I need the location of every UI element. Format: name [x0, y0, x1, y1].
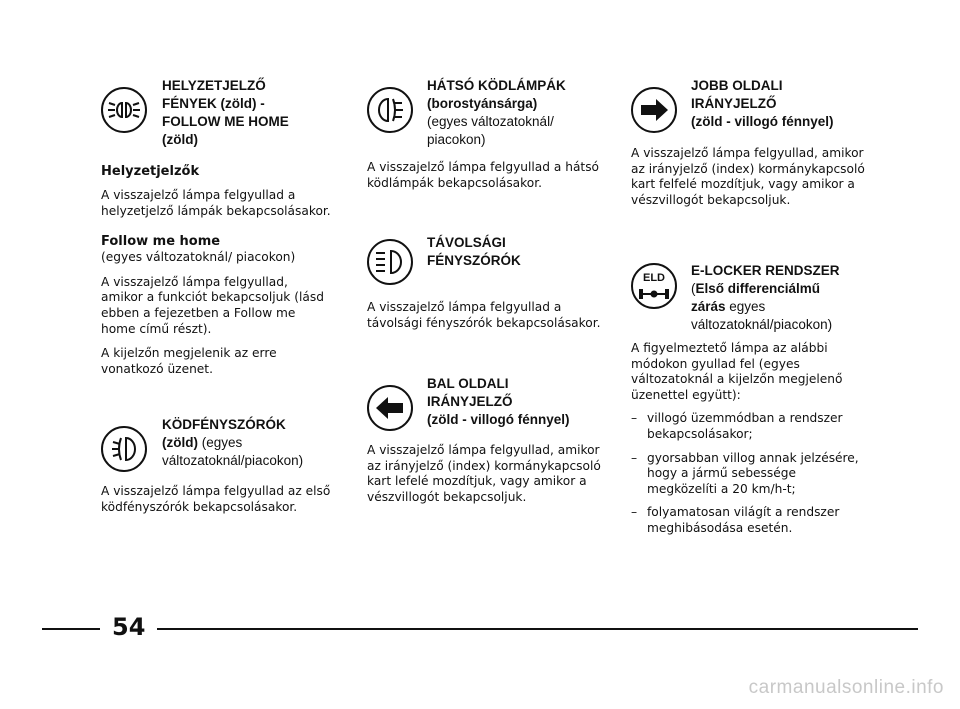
paragraph: A visszajelző lámpa felgyullad, amikor az irányjelző (index) kormánykapcsoló kart felfelé mozdítjuk, vagy amikor a vészvillogót bekapcsoljuk.: [631, 146, 865, 207]
paragraph: A figyelmeztető lámpa az alábbi módokon gyullad fel (egyes változatoknál a kijelzőn megjelenő üzenettel együtt):: [631, 341, 843, 402]
front-fog-lamp-icon: [100, 425, 148, 473]
paragraph: A visszajelző lámpa felgyullad a távolsági fényszórók bekapcsolásakor.: [367, 300, 601, 330]
eld-icon: [630, 262, 678, 310]
rear-fog-body: [367, 160, 599, 191]
high-beam-heading: TÁVOLSÁGI FÉNYSZÓRÓK: [427, 235, 521, 268]
subheading: Follow me home: [101, 234, 221, 250]
right-indicator-body: [631, 146, 869, 208]
list-item-text: folyamatosan világít a rendszer meghibásodása esetén.: [647, 505, 840, 535]
eld-icon-label: ELD: [643, 272, 665, 284]
footer-rule-left: [42, 628, 100, 630]
paragraph: A visszajelző lámpa felgyullad, amikor a funkciót bekapcsoljuk (lásd ebben a fejezetben a Follow me home című részt).: [101, 274, 324, 336]
elocker-body: [631, 341, 869, 537]
list-dash: –: [631, 450, 638, 465]
elocker-heading: E-LOCKER RENDSZER (Első differenciálmű zárás egyes változatoknál/piacokon): [691, 263, 840, 332]
right-indicator-heading: JOBB OLDALI IRÁNYJELZŐ (zöld - villogó fénnyel): [691, 78, 834, 129]
position-lights-heading: HELYZETJELZŐ FÉNYEK (zöld) - FOLLOW ME HOME (zöld): [162, 78, 289, 147]
position-lights-body: [101, 163, 333, 377]
list-dash: –: [631, 505, 638, 520]
list-item-text: gyorsabban villog annak jelzésére, hogy a jármű sebessége megközelíti a 20 km/h-t;: [647, 450, 859, 496]
position-lights-icon: [100, 86, 148, 134]
list-dash: –: [631, 411, 638, 426]
left-indicator-body: [367, 443, 607, 505]
list-item: [631, 451, 869, 498]
rear-fog-heading: HÁTSÓ KÖDLÁMPÁK (borostyánsárga) (egyes változatoknál/ piacokon): [427, 78, 566, 147]
footer-rule-right: [157, 628, 918, 630]
high-beam-body: [367, 300, 607, 331]
front-fog-body: [101, 484, 333, 515]
list-item-text: villogó üzemmódban a rendszer bekapcsolásakor;: [647, 411, 843, 441]
paragraph: A visszajelző lámpa felgyullad, amikor az irányjelző (index) kormánykapcsoló kart lefelé mozdítjuk, vagy amikor a vészvillogót bekapcsoljuk.: [367, 443, 601, 504]
high-beam-icon: [366, 238, 414, 286]
front-fog-heading: KÖDFÉNYSZÓRÓK (zöld) (egyes változatoknál/piacokon): [162, 417, 304, 468]
right-arrow-icon: [630, 86, 678, 134]
rear-fog-lamp-icon: [366, 86, 414, 134]
paragraph: (egyes változatoknál/ piacokon): [101, 250, 296, 265]
paragraph: A kijelzőn megjelenik az erre vonatkozó üzenet.: [101, 346, 277, 376]
paragraph: A visszajelző lámpa felgyullad az első ködfényszórók bekapcsolásakor.: [101, 484, 331, 514]
list-item: [631, 505, 869, 536]
paragraph: A visszajelző lámpa felgyullad a helyzetjelző lámpák bekapcsolásakor.: [101, 188, 331, 218]
list-item: [631, 411, 869, 442]
page-number: 54: [112, 613, 146, 641]
left-arrow-icon: [366, 384, 414, 432]
paragraph: A visszajelző lámpa felgyullad a hátsó ködlámpák bekapcsolásakor.: [367, 160, 599, 190]
subheading: Helyzetjelzők: [101, 164, 200, 179]
watermark: carmanualsonline.info: [748, 677, 944, 698]
left-indicator-heading: BAL OLDALI IRÁNYJELZŐ (zöld - villogó fénnyel): [427, 376, 570, 427]
